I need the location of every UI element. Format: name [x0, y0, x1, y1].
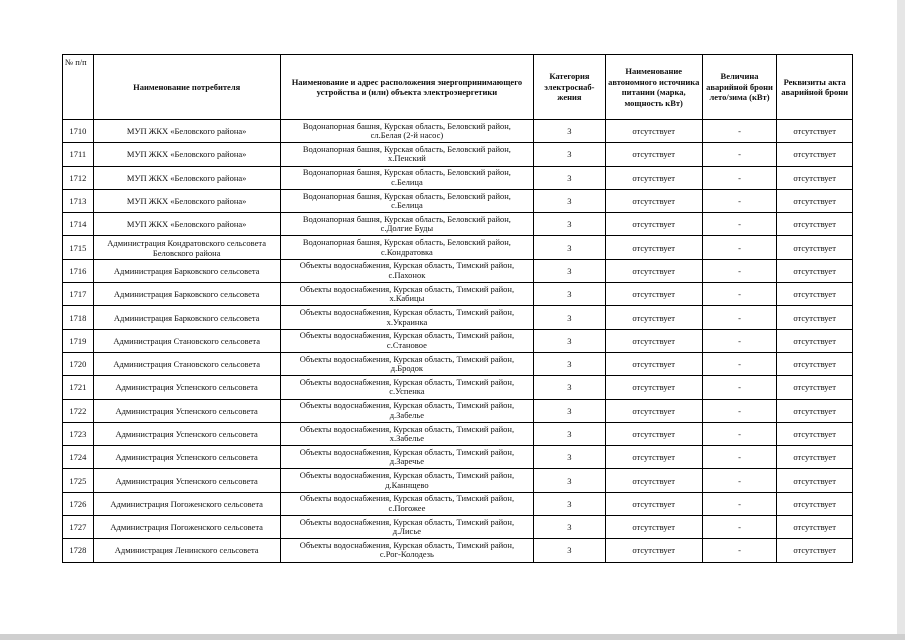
address-line-2: д.Бродок [390, 363, 424, 374]
autonomous-source: отсутствует [605, 399, 702, 422]
act-requisites: отсутствует [777, 259, 853, 282]
act-requisites: отсутствует [777, 422, 853, 445]
supply-category: 3 [534, 189, 606, 212]
row-number: 1717 [63, 283, 94, 306]
table-header-row [63, 55, 853, 120]
supply-category: 3 [534, 329, 606, 352]
emergency-reserve: - [702, 329, 777, 352]
consumer-registry-table [62, 54, 853, 563]
address-line-2: с.Долгие Буды [380, 223, 434, 234]
table-row [63, 166, 853, 189]
act-requisites: отсутствует [777, 376, 853, 399]
emergency-reserve: - [702, 236, 777, 259]
header-source: Наименование автономного источника питании (марка, мощность кВт) [605, 55, 702, 120]
row-number: 1713 [63, 189, 94, 212]
object-address [280, 469, 533, 492]
object-address [280, 120, 533, 143]
address-line-1: Водонапорная башня, Курская область, Беловский район, [302, 143, 511, 154]
consumer-name: МУП ЖКХ «Беловского района» [93, 120, 280, 143]
emergency-reserve: - [702, 422, 777, 445]
address-line-1: Объекты водоснабжения, Курская область, Тимский район, [299, 307, 515, 318]
emergency-reserve: - [702, 166, 777, 189]
object-address [280, 492, 533, 515]
act-requisites: отсутствует [777, 469, 853, 492]
emergency-reserve: - [702, 399, 777, 422]
address-line-1: Объекты водоснабжения, Курская область, Тимский район, [299, 493, 515, 504]
object-address [280, 213, 533, 236]
table-row [63, 539, 853, 562]
table-row [63, 306, 853, 329]
address-line-2: д.Забелье [389, 409, 425, 420]
consumer-name: Администрация Успенского сельсовета [93, 399, 280, 422]
object-address [280, 143, 533, 166]
consumer-name: МУП ЖКХ «Беловского района» [93, 143, 280, 166]
address-line-2: с.Погожее [388, 502, 426, 513]
header-reserve: Величина аварийной брони лето/зима (кВт) [702, 55, 777, 120]
row-number: 1716 [63, 259, 94, 282]
autonomous-source: отсутствует [605, 213, 702, 236]
autonomous-source: отсутствует [605, 189, 702, 212]
table-row [63, 446, 853, 469]
row-number: 1721 [63, 376, 94, 399]
address-line-2: д.Лисье [392, 526, 421, 537]
address-line-1: Объекты водоснабжения, Курская область, Тимский район, [299, 446, 515, 457]
autonomous-source: отсутствует [605, 120, 702, 143]
table-row [63, 352, 853, 375]
act-requisites: отсутствует [777, 446, 853, 469]
address-line-1: Водонапорная башня, Курская область, Беловский район, [302, 237, 511, 248]
object-address [280, 329, 533, 352]
address-line-2: с.Успенка [389, 386, 425, 397]
act-requisites: отсутствует [777, 283, 853, 306]
supply-category: 3 [534, 236, 606, 259]
act-requisites: отсутствует [777, 143, 853, 166]
supply-category: 3 [534, 492, 606, 515]
table-row [63, 259, 853, 282]
act-requisites: отсутствует [777, 352, 853, 375]
object-address [280, 166, 533, 189]
emergency-reserve: - [702, 376, 777, 399]
autonomous-source: отсутствует [605, 376, 702, 399]
address-line-1: Водонапорная башня, Курская область, Беловский район, [302, 213, 511, 224]
table-row [63, 492, 853, 515]
row-number: 1715 [63, 236, 94, 259]
table-row [63, 376, 853, 399]
emergency-reserve: - [702, 446, 777, 469]
row-number: 1723 [63, 422, 94, 445]
act-requisites: отсутствует [777, 120, 853, 143]
header-num: № п/п [63, 55, 94, 120]
supply-category: 3 [534, 422, 606, 445]
consumer-name: МУП ЖКХ «Беловского района» [93, 213, 280, 236]
object-address [280, 352, 533, 375]
table-row [63, 143, 853, 166]
address-line-1: Водонапорная башня, Курская область, Беловский район, [302, 167, 511, 178]
autonomous-source: отсутствует [605, 539, 702, 562]
autonomous-source: отсутствует [605, 166, 702, 189]
address-line-1: Объекты водоснабжения, Курская область, Тимский район, [299, 376, 515, 387]
autonomous-source: отсутствует [605, 516, 702, 539]
supply-category: 3 [534, 539, 606, 562]
address-line-1: Объекты водоснабжения, Курская область, Тимский район, [299, 539, 515, 550]
autonomous-source: отсутствует [605, 283, 702, 306]
consumer-name: МУП ЖКХ «Беловского района» [93, 166, 280, 189]
object-address [280, 446, 533, 469]
act-requisites: отсутствует [777, 166, 853, 189]
object-address [280, 283, 533, 306]
row-number: 1711 [63, 143, 94, 166]
address-line-2: сл.Белая (2-й насос) [370, 130, 444, 141]
address-line-1: Объекты водоснабжения, Курская область, Тимский район, [299, 330, 515, 341]
consumer-name: Администрация Барковского сельсовета [93, 306, 280, 329]
address-line-1: Объекты водоснабжения, Курская область, Тимский район, [299, 353, 515, 364]
header-address: Наименование и адрес расположения энергопринимающего устройства и (или) объекта электроэнергетики [280, 55, 533, 120]
address-line-2: с.Кондратовка [381, 246, 433, 257]
address-line-1: Объекты водоснабжения, Курская область, Тимский район, [299, 283, 515, 294]
supply-category: 3 [534, 516, 606, 539]
address-line-2: с.Пахонок [388, 269, 426, 280]
autonomous-source: отсутствует [605, 143, 702, 166]
act-requisites: отсутствует [777, 189, 853, 212]
address-line-2: с.Рог-Колодезь [379, 549, 434, 560]
act-requisites: отсутствует [777, 236, 853, 259]
supply-category: 3 [534, 352, 606, 375]
act-requisites: отсутствует [777, 329, 853, 352]
table-row [63, 189, 853, 212]
table-row [63, 120, 853, 143]
supply-category: 3 [534, 399, 606, 422]
emergency-reserve: - [702, 516, 777, 539]
object-address [280, 236, 533, 259]
scan-edge-bottom [0, 634, 905, 640]
address-line-1: Объекты водоснабжения, Курская область, Тимский район, [299, 470, 515, 481]
act-requisites: отсутствует [777, 213, 853, 236]
object-address [280, 189, 533, 212]
address-line-1: Объекты водоснабжения, Курская область, Тимский район, [299, 400, 515, 411]
autonomous-source: отсутствует [605, 259, 702, 282]
supply-category: 3 [534, 446, 606, 469]
consumer-name: Администрация Погоженского сельсовета [93, 516, 280, 539]
address-line-2: д.Каннщево [385, 479, 429, 490]
row-number: 1726 [63, 492, 94, 515]
row-number: 1727 [63, 516, 94, 539]
header-consumer: Наименование потребителя [93, 55, 280, 120]
act-requisites: отсутствует [777, 399, 853, 422]
autonomous-source: отсутствует [605, 352, 702, 375]
consumer-name: МУП ЖКХ «Беловского района» [93, 189, 280, 212]
consumer-name: Администрация Барковского сельсовета [93, 283, 280, 306]
consumer-name: Администрация Успенского сельсовета [93, 422, 280, 445]
row-number: 1718 [63, 306, 94, 329]
emergency-reserve: - [702, 120, 777, 143]
emergency-reserve: - [702, 492, 777, 515]
object-address [280, 376, 533, 399]
autonomous-source: отсутствует [605, 306, 702, 329]
emergency-reserve: - [702, 283, 777, 306]
consumer-name: Администрация Кондратовского сельсовета Беловского района [93, 236, 280, 259]
address-line-2: х.Украинка [386, 316, 428, 327]
supply-category: 3 [534, 120, 606, 143]
address-line-2: х.Пенский [387, 153, 426, 164]
table-row [63, 422, 853, 445]
act-requisites: отсутствует [777, 539, 853, 562]
object-address [280, 516, 533, 539]
object-address [280, 539, 533, 562]
table-row [63, 283, 853, 306]
row-number: 1725 [63, 469, 94, 492]
address-line-1: Объекты водоснабжения, Курская область, Тимский район, [299, 423, 515, 434]
emergency-reserve: - [702, 259, 777, 282]
autonomous-source: отсутствует [605, 422, 702, 445]
address-line-2: с.Белица [391, 200, 423, 211]
object-address [280, 306, 533, 329]
autonomous-source: отсутствует [605, 236, 702, 259]
address-line-2: с.Белица [391, 176, 423, 187]
row-number: 1728 [63, 539, 94, 562]
consumer-name: Администрация Погоженского сельсовета [93, 492, 280, 515]
act-requisites: отсутствует [777, 306, 853, 329]
address-line-1: Водонапорная башня, Курская область, Беловский район, [302, 120, 511, 131]
object-address [280, 422, 533, 445]
table-row [63, 236, 853, 259]
consumer-name: Администрация Ленинского сельсовета [93, 539, 280, 562]
consumer-name: Администрация Становского сельсовета [93, 329, 280, 352]
address-line-1: Объекты водоснабжения, Курская область, Тимский район, [299, 260, 515, 271]
row-number: 1710 [63, 120, 94, 143]
supply-category: 3 [534, 213, 606, 236]
consumer-name: Администрация Успенского сельсовета [93, 446, 280, 469]
row-number: 1724 [63, 446, 94, 469]
act-requisites: отсутствует [777, 492, 853, 515]
address-line-2: х.Кабицы [389, 293, 425, 304]
table-row [63, 516, 853, 539]
address-line-2: х.Забелье [389, 433, 425, 443]
header-category: Категория электроснаб-жения [534, 55, 606, 120]
table-row [63, 399, 853, 422]
supply-category: 3 [534, 259, 606, 282]
table-row [63, 329, 853, 352]
emergency-reserve: - [702, 306, 777, 329]
supply-category: 3 [534, 283, 606, 306]
supply-category: 3 [534, 143, 606, 166]
emergency-reserve: - [702, 352, 777, 375]
consumer-name: Администрация Успенского сельсовета [93, 469, 280, 492]
autonomous-source: отсутствует [605, 329, 702, 352]
autonomous-source: отсутствует [605, 492, 702, 515]
act-requisites: отсутствует [777, 516, 853, 539]
address-line-2: с.Становое [386, 339, 427, 350]
autonomous-source: отсутствует [605, 469, 702, 492]
scan-edge-right [897, 0, 905, 640]
address-line-2: д.Заречье [389, 456, 424, 467]
supply-category: 3 [534, 469, 606, 492]
autonomous-source: отсутствует [605, 446, 702, 469]
table-row [63, 213, 853, 236]
consumer-name: Администрация Успенского сельсовета [93, 376, 280, 399]
emergency-reserve: - [702, 189, 777, 212]
emergency-reserve: - [702, 143, 777, 166]
object-address [280, 399, 533, 422]
row-number: 1712 [63, 166, 94, 189]
emergency-reserve: - [702, 469, 777, 492]
header-requisites: Реквизиты акта аварийной брони [777, 55, 853, 120]
row-number: 1722 [63, 399, 94, 422]
row-number: 1720 [63, 352, 94, 375]
address-line-1: Водонапорная башня, Курская область, Беловский район, [302, 190, 511, 201]
supply-category: 3 [534, 306, 606, 329]
object-address [280, 259, 533, 282]
emergency-reserve: - [702, 539, 777, 562]
supply-category: 3 [534, 376, 606, 399]
row-number: 1714 [63, 213, 94, 236]
consumer-name: Администрация Барковского сельсовета [93, 259, 280, 282]
supply-category: 3 [534, 166, 606, 189]
address-line-1: Объекты водоснабжения, Курская область, Тимский район, [299, 516, 515, 527]
row-number: 1719 [63, 329, 94, 352]
emergency-reserve: - [702, 213, 777, 236]
table-row [63, 469, 853, 492]
consumer-name: Администрация Становского сельсовета [93, 352, 280, 375]
